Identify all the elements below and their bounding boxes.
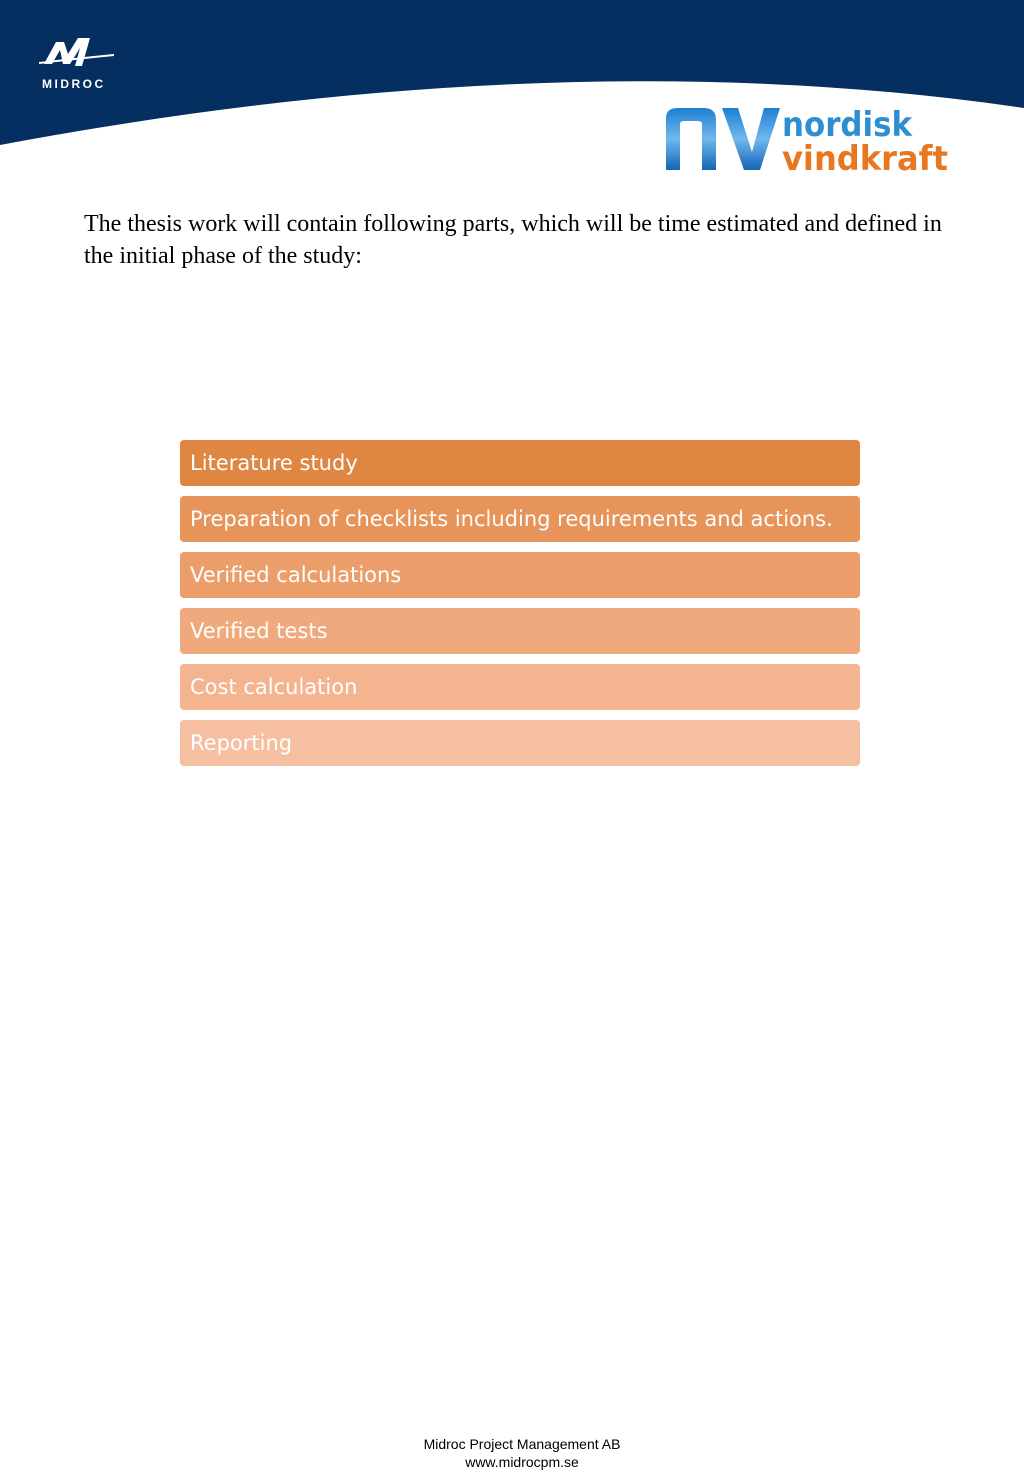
phase-cost-calculation: Cost calculation — [180, 664, 860, 710]
phase-verified-calculations: Verified calculations — [180, 552, 860, 598]
phase-verified-tests: Verified tests — [180, 608, 860, 654]
phase-checklists: Preparation of checklists including requirements and actions. — [180, 496, 860, 542]
phase-reporting: Reporting — [180, 720, 860, 766]
footer-website: www.midrocpm.se — [465, 1454, 579, 1470]
phase-literature-study: Literature study — [180, 440, 860, 486]
intro-paragraph: The thesis work will contain following parts, which will be time estimated and defined in the initial phase of the study: — [84, 211, 942, 269]
thesis-phase-list — [180, 440, 860, 776]
nordisk-vindkraft-logo — [664, 104, 954, 176]
nv-logo-line2: vindkraft — [782, 139, 948, 176]
midroc-logo-text: MIDROC — [42, 77, 106, 91]
midroc-logo — [38, 32, 118, 92]
footer-company: Midroc Project Management AB — [423, 1436, 621, 1452]
nv-logo-line1: nordisk — [782, 105, 914, 145]
footer — [0, 1435, 1024, 1471]
